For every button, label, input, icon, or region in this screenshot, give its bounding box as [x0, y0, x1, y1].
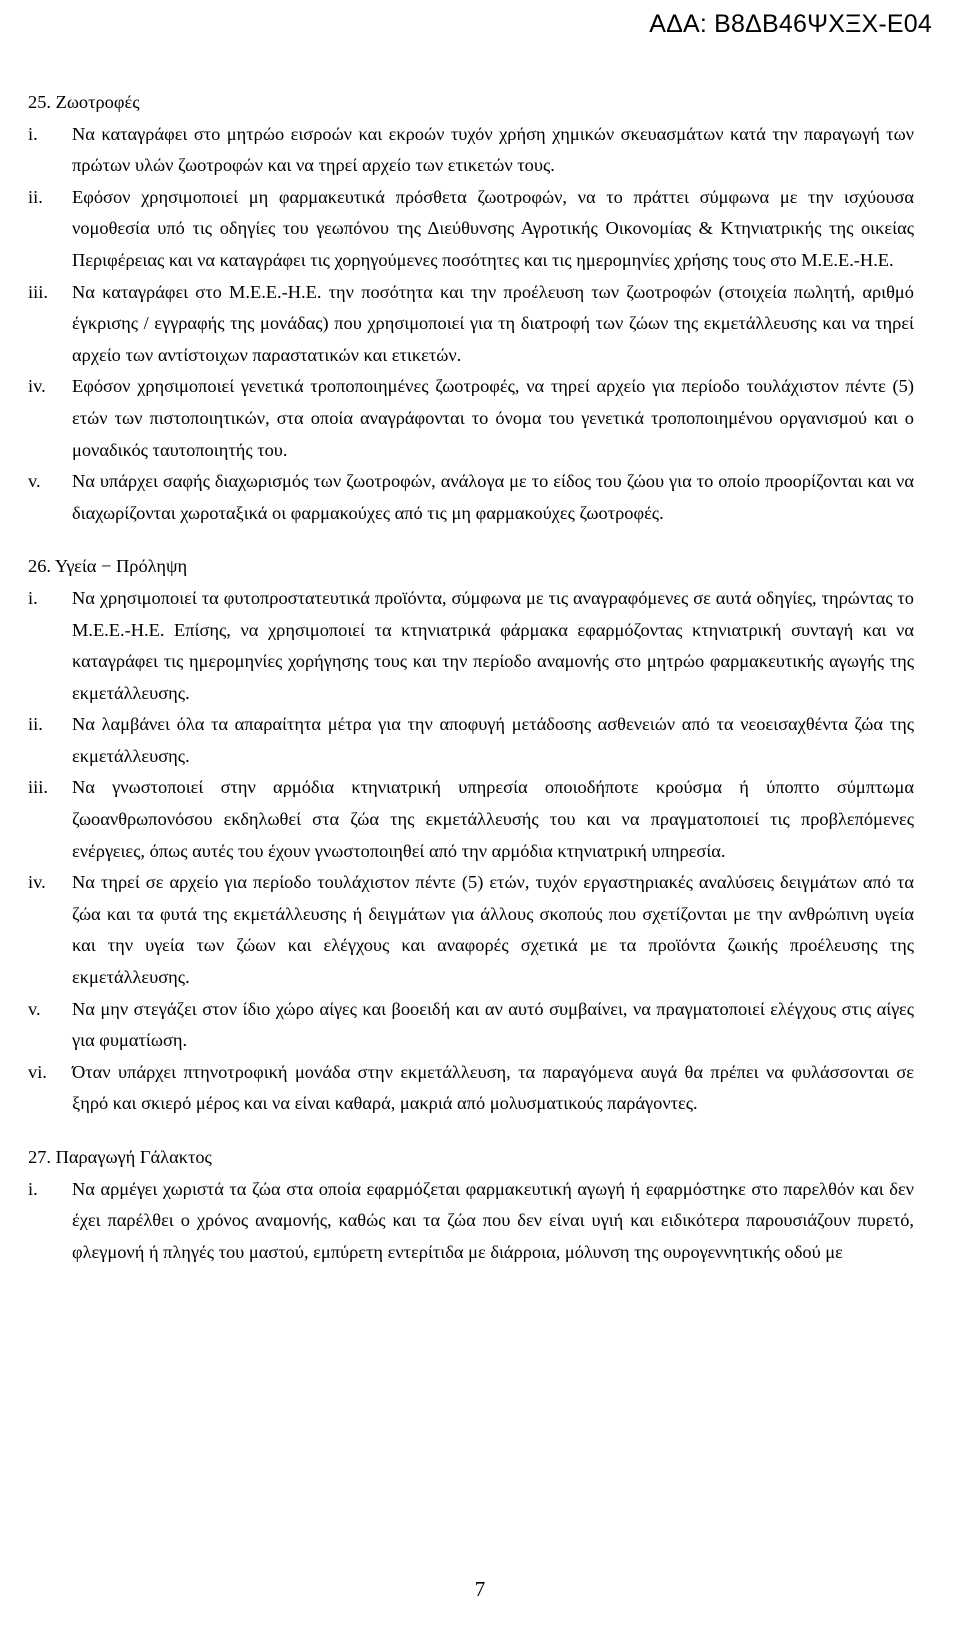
section-heading: 25. Ζωοτροφές — [28, 92, 140, 112]
item-number: v. — [28, 471, 41, 492]
item-text: Εφόσον χρησιμοποιεί μη φαρμακευτικά πρόσθετα ζωοτροφών, να το πράττει σύμφωνα με την ισχύουσα νομοθεσία υπό τις οδηγίες του γεωπόνου της Διεύθυνσης Αγροτικής Οικονομίας & Κτηνιατρικής της οικείας Περιφέρειας και να καταγράφει τις χορηγούμενες ποσότητες και τις ημερομηνίες χρήσης τους στο Μ.Ε.Ε.-Η.Ε. — [72, 186, 914, 270]
list-item — [28, 994, 914, 1057]
item-text: Να καταγράφει στο μητρώο εισροών και εκροών τυχόν χρήση χημικών σκευασμάτων κατά την παραγωγή των πρώτων υλών ζωοτροφών και να τηρεί αρχείο των ετικετών τους. — [72, 123, 914, 176]
item-text: Να γνωστοποιεί στην αρμόδια κτηνιατρική υπηρεσία οποιοδήποτε κρούσμα ή ύποπτο σύμπτωμα ζωοανθρωπονόσου εκδηλωθεί στα ζώα της εκμετάλλευσής του και να πραγματοποιεί τις προβλεπόμενες ενέργειες, όπως αυτές του έχουν γνωστοποιηθεί από την αρμόδια κτηνιατρική υπηρεσία. — [72, 777, 914, 861]
list-item — [28, 277, 914, 372]
item-text: Να υπάρχει σαφής διαχωρισμός των ζωοτροφών, ανάλογα με το είδος του ζώου για το οποίο προορίζονται και να διαχωρίζονται χωροταξικά οι φαρμακούχες από τις μη φαρμακούχες ζωοτροφές. — [72, 471, 914, 523]
item-number: i. — [28, 123, 38, 144]
item-text: Εφόσον χρησιμοποιεί γενετικά τροποποιημένες ζωοτροφές, να τηρεί αρχείο για περίοδο τουλάχιστον πέντε (5) ετών των πιστοποιητικών, στα οποία αναγράφονται το όνομα του γενετικά τροποποιημένου οργανισμού και ο μοναδικός ταυτοποιητής του. — [72, 376, 914, 460]
document-body — [28, 87, 914, 1268]
list-item — [28, 119, 914, 182]
section-health — [28, 551, 914, 1120]
ada-code: ΑΔΑ: Β8ΔΒ46ΨΧΞΧ-Ε04 — [649, 10, 932, 38]
item-number: v. — [28, 998, 41, 1019]
item-number: ii. — [28, 186, 43, 207]
item-text: Να λαμβάνει όλα τα απαραίτητα μέτρα για την αποφυγή μετάδοσης ασθενειών από τα νεοεισαχθέντα ζώα της εκμετάλλευσης. — [72, 714, 914, 766]
section-feed — [28, 87, 914, 529]
item-text: Να χρησιμοποιεί τα φυτοπροστατευτικά προϊόντα, σύμφωνα με τις αναγραφόμενες σε αυτά οδηγίες, τηρώντας το Μ.Ε.Ε.-Η.Ε. Επίσης, να χρησιμοποιεί τα κτηνιατρικά φάρμακα εφαρμόζοντας κτηνιατρική συνταγή και να καταγράφει τις ημερομηνίες χορήγησης τους και την περίοδο αναμονής στο μητρώο φαρμακευτικής αγωγής της εκμετάλλευσης. — [72, 587, 914, 703]
item-number: ii. — [28, 714, 43, 735]
item-text: Να καταγράφει στο Μ.Ε.Ε.-Η.Ε. την ποσότητα και την προέλευση των ζωοτροφών (στοιχεία πωλητή, αριθμό έγκρισης / εγγραφής της μονάδας) που χρησιμοποιεί για τη διατροφή των ζώων της εκμετάλλευσης και να τηρεί αρχείο των αντίστοιχων παραστατικών και ετικετών. — [72, 281, 914, 365]
item-number: i. — [28, 1178, 38, 1199]
list-item — [28, 466, 914, 529]
list-item — [28, 1174, 914, 1269]
item-text: Να αρμέγει χωριστά τα ζώα στα οποία εφαρμόζεται φαρμακευτική αγωγή ή εφαρμόστηκε στο παρελθόν και δεν έχει παρέλθει ο χρόνος αναμονής, καθώς και τα ζώα που δεν είναι υγιή και ειδικότερα παρουσιάζουν πυρετό, φλεγμονή ή πληγές του μαστού, εμπύρετη εντερίτιδα με διάρροια, μόλυνση της ουρογεννητικής οδού με — [72, 1178, 914, 1262]
page-number: 7 — [474, 1577, 486, 1601]
item-text: Να τηρεί σε αρχείο για περίοδο τουλάχιστον πέντε (5) ετών, τυχόν εργαστηριακές αναλύσεις δειγμάτων από τα ζώα και τα φυτά της εκμετάλλευσης ή δειγμάτων για άλλους σκοπούς που σχετίζονται με την ανθρώπινη υγεία και την υγεία των ζώων και ελέγχους και αναφορές σχετικά με τα προϊόντα ζωικής προέλευσης της εκμετάλλευσης. — [72, 872, 914, 988]
section-heading: 26. Υγεία − Πρόληψη — [28, 556, 188, 577]
list-item — [28, 583, 914, 709]
list-item — [28, 371, 914, 466]
list-item — [28, 182, 914, 277]
item-number: iv. — [28, 376, 46, 397]
list-item — [28, 1057, 914, 1120]
item-text: Όταν υπάρχει πτηνοτροφική μονάδα στην εκμετάλλευση, τα παραγόμενα αυγά θα πρέπει να φυλάσσονται σε ξηρό και σκιερό μέρος και να είναι καθαρά, μακριά από μολυσματικούς παράγοντες. — [72, 1061, 914, 1114]
list-item — [28, 772, 914, 867]
item-number: vi. — [28, 1061, 47, 1082]
item-number: iii. — [28, 777, 48, 798]
section-heading: 27. Παραγωγή Γάλακτος — [28, 1147, 212, 1167]
item-text: Να μην στεγάζει στον ίδιο χώρο αίγες και βοοειδή και αν αυτό συμβαίνει, να πραγματοποιεί ελέγχους στις αίγες για φυματίωση. — [72, 998, 914, 1051]
list-item — [28, 709, 914, 772]
item-number: i. — [28, 587, 38, 608]
item-number: iv. — [28, 872, 46, 893]
section-milk — [28, 1142, 914, 1268]
item-number: iii. — [28, 281, 48, 302]
list-item — [28, 867, 914, 993]
